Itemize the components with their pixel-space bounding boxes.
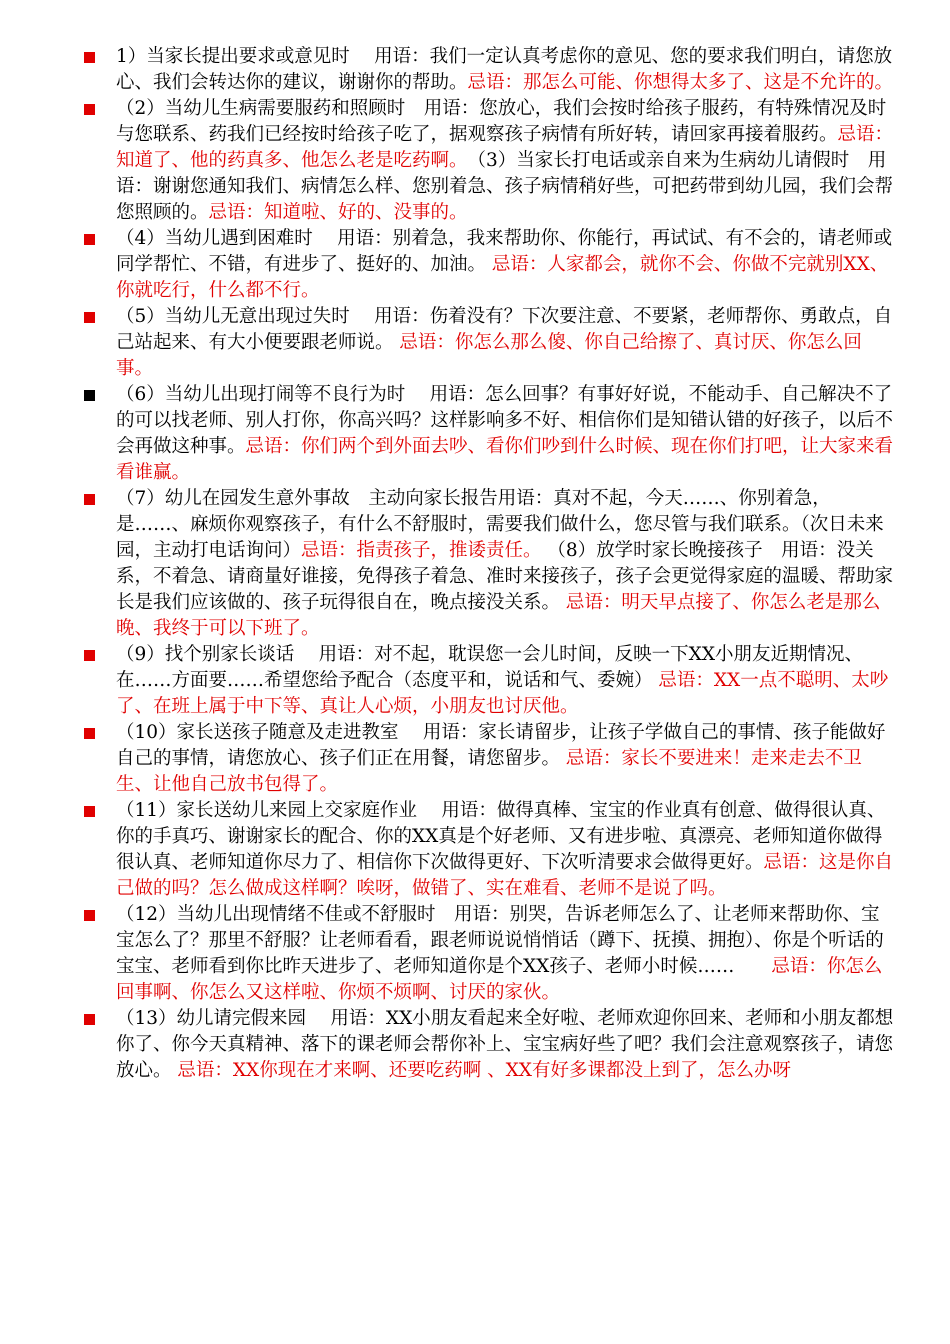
document-page — [82, 44, 894, 1084]
phrase-text: （3）当家长打电话或亲自来为生病幼儿请假时 用语：谢谢您通知我们、病情怎么样、您别着急、孩子病情稍好些，可把药带到幼儿园，我们会帮您照顾的。 — [116, 150, 894, 223]
taboo-text: 忌语：知道了、他的药真多、他怎么老是吃药啊。 — [116, 124, 894, 171]
list-item — [82, 798, 894, 902]
phrase-text: （2）当幼儿生病需要服药和照顾时 用语：您放心，我们会按时给孩子服药，有特殊情况及时与您联系、药我们已经按时给孩子吃了，据观察孩子病情有所好转，请回家再接着服药。 — [116, 98, 887, 145]
square-bullet-icon — [84, 1014, 95, 1025]
list-item — [82, 44, 894, 96]
taboo-text: 忌语：明天早点接了、你怎么老是那么晚、我终于可以下班了。 — [116, 592, 881, 639]
list-item — [82, 226, 894, 304]
square-bullet-icon — [84, 728, 95, 739]
square-bullet-icon — [84, 104, 95, 115]
taboo-text: 忌语：家长不要进来！走来走去不卫生、让他自己放书包得了。 — [116, 748, 862, 795]
phrase-text: （8）放学时家长晚接孩子 用语：没关系，不着急、请商量好谁接，免得孩子着急、准时来接孩子，孩子会更觉得家庭的温暖、帮助家长是我们应该做的、孩子玩得很自在，晚点接没关系。 — [116, 540, 894, 613]
taboo-text: 忌语：知道啦、好的、没事的。 — [208, 202, 468, 223]
phrase-text: （4）当幼儿遇到困难时 用语：别着急，我来帮助你、你能行，再试试、有不会的，请老师或同学帮忙、不错，有进步了、挺好的、加油。 — [116, 228, 893, 275]
phrase-text: （12）当幼儿出现情绪不佳或不舒服时 用语：别哭，告诉老师怎么了、让老师来帮助你、宝宝怎么了？那里不舒服？让老师看看，跟老师说说悄悄话（蹲下、抚摸、拥抱）、你是个听话的宝宝、老师看到你比昨天进步了、老师知道你是个XX孩子、老师小时候…… — [116, 904, 884, 977]
phrase-text: 1）当家长提出要求或意见时 用语：我们一定认真考虑你的意见、您的要求我们明白，请您放心、我们会转达你的建议，谢谢你的帮助。 — [116, 46, 893, 93]
square-bullet-icon — [84, 234, 95, 245]
taboo-text: 忌语：人家都会，就你不会、你做不完就别XX、你就吃行，什么都不行。 — [116, 254, 889, 301]
list-item — [82, 96, 894, 226]
square-bullet-icon — [84, 390, 95, 401]
phrase-text: （10）家长送孩子随意及走进教室 用语：家长请留步，让孩子学做自己的事情、孩子能做好自己的事情，请您放心、孩子们正在用餐，请您留步。 — [116, 722, 886, 769]
list-item — [82, 1006, 894, 1084]
square-bullet-icon — [84, 312, 95, 323]
square-bullet-icon — [84, 52, 95, 63]
list-item — [82, 642, 894, 720]
square-bullet-icon — [84, 806, 95, 817]
phrase-text: （11）家长送幼儿来园上交家庭作业 用语：做得真棒、宝宝的作业真有创意、做得很认真、你的手真巧、谢谢家长的配合、你的XX真是个好老师、又有进步啦、真漂亮、老师知道你做得很认真、老师知道你尽力了、相信你下次做得更好、下次听清要求会做得更好。 — [116, 800, 886, 873]
phrase-text: （7）幼儿在园发生意外事故 主动向家长报告用语：真对不起，今天……、你别着急，是……、麻烦你观察孩子，有什么不舒服时，需要我们做什么，您尽管与我们联系。（次日未来园，主动打电话询问） — [116, 488, 884, 561]
taboo-text: 忌语：这是你自己做的吗？怎么做成这样啊？唉呀，做错了、实在难看、老师不是说了吗。 — [116, 852, 894, 899]
taboo-text: 忌语：那怎么可能、你想得太多了、这是不允许的。 — [467, 72, 894, 93]
taboo-text: 忌语：你怎么回事啊、你怎么又这样啦、你烦不烦啊、讨厌的家伙。 — [116, 956, 883, 1003]
phrase-text: （13）幼儿请完假来园 用语：XX小朋友看起来全好啦、老师欢迎你回来、老师和小朋友都想你了、你今天真精神、落下的课老师会帮你补上、宝宝病好些了吧？我们会注意观察孩子，请您放心。 — [116, 1008, 894, 1081]
list-item — [82, 902, 894, 1006]
list-item — [82, 720, 894, 798]
taboo-text: 忌语：指责孩子，推诿责任。 — [301, 540, 542, 561]
taboo-text: 忌语：XX一点不聪明、太吵了、在班上属于中下等、真让人心烦，小朋友也讨厌他。 — [116, 670, 889, 717]
taboo-text: 忌语：你们两个到外面去吵、看你们吵到什么时候、现在你们打吧，让大家来看看谁赢。 — [116, 436, 894, 483]
square-bullet-icon — [84, 910, 95, 921]
square-bullet-icon — [84, 650, 95, 661]
taboo-text: 忌语：你怎么那么傻、你自己给擦了、真讨厌、你怎么回事。 — [116, 332, 862, 379]
phrase-text: （9）找个别家长谈话 用语：对不起，耽误您一会儿时间，反映一下XX小朋友近期情况、在……方面要……希望您给予配合（态度平和，说话和气、委婉） — [116, 644, 863, 691]
list-item — [82, 382, 894, 486]
phrase-text: （5）当幼儿无意出现过失时 用语：伤着没有？下次要注意、不要紧，老师帮你、勇敢点，自己站起来、有大小便要跟老师说。 — [116, 306, 893, 353]
square-bullet-icon — [84, 494, 95, 505]
taboo-text: 忌语：XX你现在才来啊、还要吃药啊 、XX有好多课都没上到了，怎么办呀 — [177, 1060, 791, 1081]
list-item — [82, 304, 894, 382]
phrase-text: （6）当幼儿出现打闹等不良行为时 用语：怎么回事？有事好好说，不能动手、自己解决不了的可以找老师、别人打你，你高兴吗？这样影响多不好、相信你们是知错认错的好孩子，以后不会再做这种事。 — [116, 384, 894, 457]
list-item — [82, 486, 894, 642]
